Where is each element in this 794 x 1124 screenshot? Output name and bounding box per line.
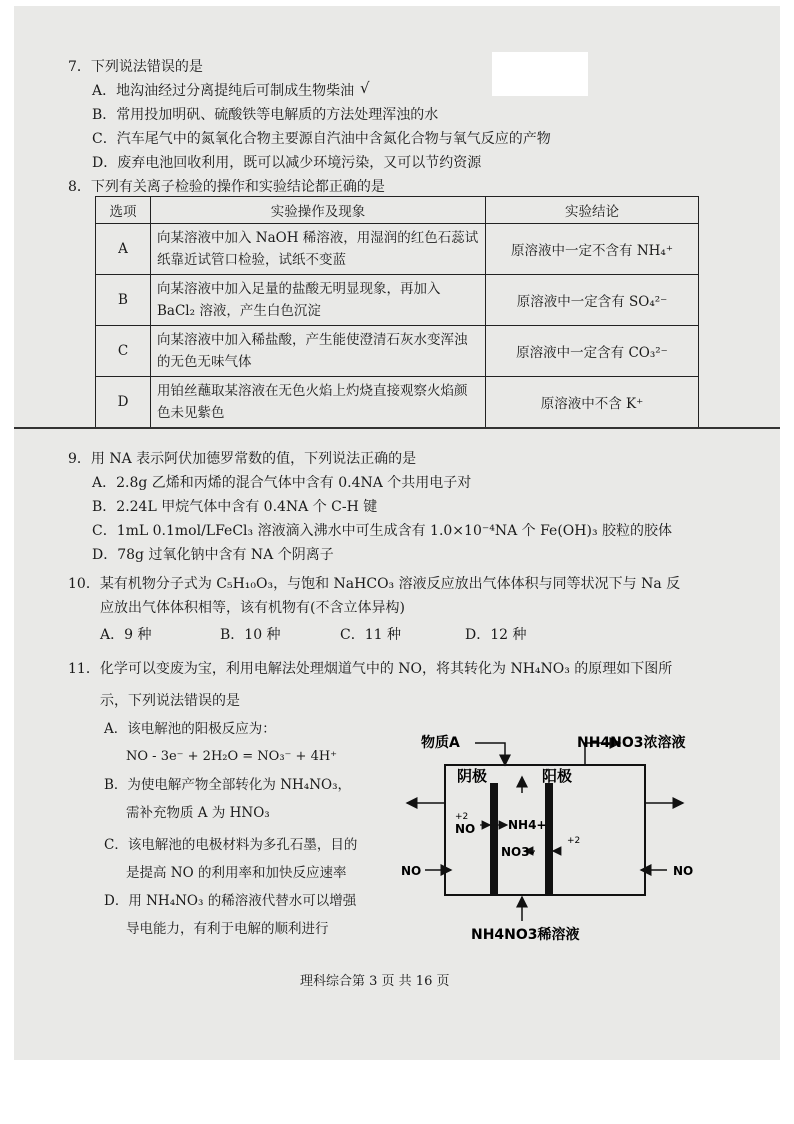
label-no3: NO3- <box>501 845 535 859</box>
row-conclusion: 原溶液中一定含有 CO₃²⁻ <box>486 326 699 377</box>
row-operation: 向某溶液中加入足量的盐酸无明显现象，再加入 BaCl₂ 溶液，产生白色沉淀 <box>151 275 486 326</box>
table-row <box>96 377 699 428</box>
q11-option-c-line1: C．该电解池的电极材料为多孔石墨，目的 <box>104 837 358 853</box>
row-option: C <box>96 326 151 377</box>
q7-option-a: A．地沟油经过分离提纯后可制成生物柴油 <box>92 83 355 99</box>
label-no-inner: NO <box>455 822 476 836</box>
q9-stem: 9．用 NA 表示阿伏加德罗常数的值，下列说法正确的是 <box>68 451 417 467</box>
q10-option-a: A．9 种 <box>100 627 152 643</box>
row-operation: 向某溶液中加入 NaOH 稀溶液，用湿润的红色石蕊试纸靠近试管口检验，试纸不变蓝 <box>151 224 486 275</box>
table-row <box>96 275 699 326</box>
q11-option-c-line2: 是提高 NO 的利用率和加快反应速率 <box>126 865 347 881</box>
table-row <box>96 326 699 377</box>
q9-option-a: A．2.8g 乙烯和丙烯的混合气体中含有 0.4NA 个共用电子对 <box>92 475 472 491</box>
label-concentrated-solution: NH4NO3浓溶液 <box>577 735 686 751</box>
q11-option-a-equation: NO - 3e⁻ + 2H₂O = NO₃⁻ + 4H⁺ <box>126 749 338 764</box>
label-no-left: NO <box>401 864 422 878</box>
row-conclusion: 原溶液中一定含有 SO₄²⁻ <box>486 275 699 326</box>
row-operation: 向某溶液中加入稀盐酸，产生能使澄清石灰水变浑浊的无色无味气体 <box>151 326 486 377</box>
label-oxidation-mark: +2 <box>455 812 469 822</box>
q7-option-b: B．常用投加明矾、硫酸铁等电解质的方法处理浑浊的水 <box>92 107 439 123</box>
cathode-plate <box>490 783 498 895</box>
scan-fold-line <box>14 427 780 429</box>
label-nh4: NH4+ <box>508 818 547 832</box>
q11-stem-line2: 示，下列说法错误的是 <box>100 693 240 709</box>
header-option: 选项 <box>96 197 151 224</box>
label-substance-a: 物质A <box>421 735 460 751</box>
label-dilute-solution: NH4NO3稀溶液 <box>471 927 580 943</box>
row-conclusion: 原溶液中不含 K⁺ <box>486 377 699 428</box>
q7-option-d: D．废弃电池回收利用，既可以减少环境污染，又可以节约资源 <box>92 155 482 171</box>
q9-option-d: D．78g 过氧化钠中含有 NA 个阴离子 <box>92 547 334 563</box>
page-footer: 理科综合第 3 页 共 16 页 <box>300 974 450 989</box>
q7-stem: 7．下列说法错误的是 <box>68 59 203 75</box>
q10-option-b: B．10 种 <box>220 627 281 643</box>
q10-option-c: C．11 种 <box>340 627 401 643</box>
q7-option-c: C．汽车尾气中的氮氧化合物主要源自汽油中含氮化合物与氧气反应的产物 <box>92 131 551 147</box>
redaction-box <box>492 52 588 96</box>
row-conclusion: 原溶液中一定不含有 NH₄⁺ <box>486 224 699 275</box>
q11-option-a-line1: A．该电解池的阳极反应为： <box>104 721 276 737</box>
q11-option-d-line2: 导电能力，有利于电解的顺利进行 <box>126 921 329 937</box>
table-header-row <box>96 197 699 224</box>
check-mark: √ <box>360 79 370 97</box>
electrolysis-diagram <box>395 725 735 955</box>
header-operation: 实验操作及现象 <box>151 197 486 224</box>
q10-stem-line1: 10．某有机物分子式为 C₅H₁₀O₃，与饱和 NaHCO₃ 溶液反应放出气体体积与同等状况下与 Na 反 <box>68 576 681 592</box>
q9-option-c: C．1mL 0.1mol/LFeCl₃ 溶液滴入沸水中可生成含有 1.0×10⁻⁴NA 个 Fe(OH)₃ 胶粒的胶体 <box>92 523 673 539</box>
label-no3-mark: +2 <box>567 836 581 846</box>
row-option: B <box>96 275 151 326</box>
q10-option-d: D．12 种 <box>465 627 527 643</box>
row-operation: 用铂丝蘸取某溶液在无色火焰上灼烧直接观察火焰颜色未见紫色 <box>151 377 486 428</box>
row-option: A <box>96 224 151 275</box>
ion-test-table <box>95 196 699 428</box>
row-option: D <box>96 377 151 428</box>
q11-option-d-line1: D．用 NH₄NO₃ 的稀溶液代替水可以增强 <box>104 893 357 909</box>
q8-stem: 8．下列有关离子检验的操作和实验结论都正确的是 <box>68 179 385 195</box>
q9-option-b: B．2.24L 甲烷气体中含有 0.4NA 个 C-H 键 <box>92 499 378 515</box>
label-cathode: 阴极 <box>457 767 488 785</box>
anode-plate <box>545 783 553 895</box>
label-anode: 阳极 <box>542 767 573 785</box>
table-row <box>96 224 699 275</box>
q11-option-b-line1: B．为使电解产物全部转化为 NH₄NO₃， <box>104 777 352 793</box>
inlet-pipe <box>475 743 505 765</box>
label-no-right: NO <box>673 864 694 878</box>
q11-option-b-line2: 需补充物质 A 为 HNO₃ <box>126 805 270 821</box>
header-conclusion: 实验结论 <box>486 197 699 224</box>
q11-stem-line1: 11．化学可以变废为宝，利用电解法处理烟道气中的 NO，将其转化为 NH₄NO₃ 的原理如下图所 <box>68 661 673 677</box>
q10-stem-line2: 应放出气体体积相等，该有机物有(不含立体异构) <box>100 600 405 616</box>
